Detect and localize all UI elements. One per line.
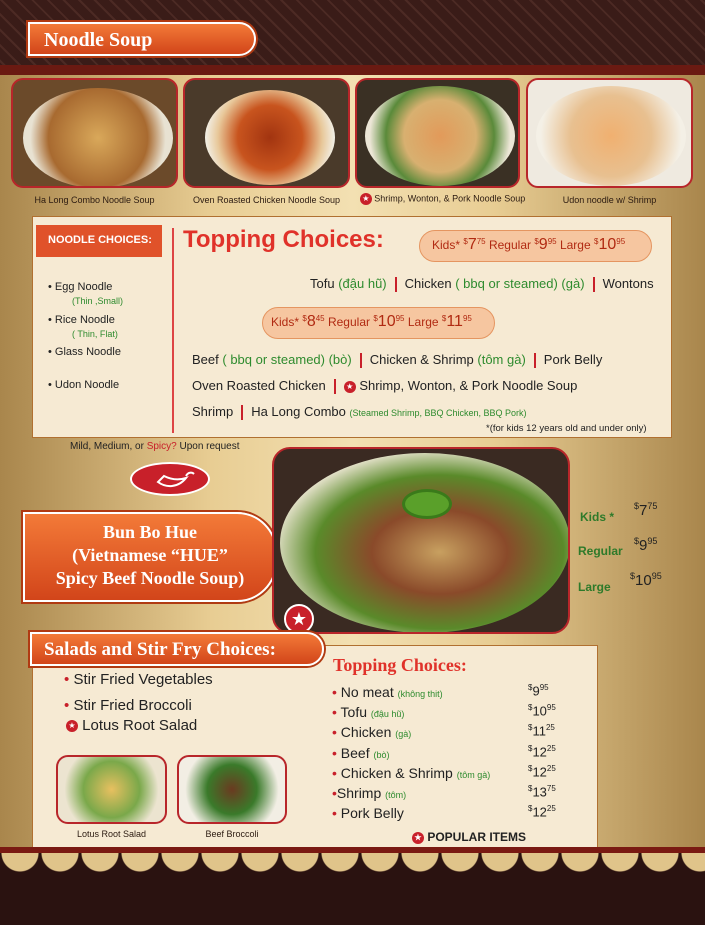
bun-bo-hue-title: Bun Bo Hue (Vietnamese “HUE” Spicy Beef Noodle Soup)	[23, 512, 277, 602]
section-title: Noodle Soup	[28, 22, 256, 56]
popular-star-badge-icon: ★	[284, 604, 314, 634]
bbh-kids-price: $^{\$}7^{75}$	[634, 501, 658, 519]
noodle-glass: • Glass Noodle	[48, 346, 121, 358]
topping2-row-4: • Chicken & Shrimp (tôm gà)	[332, 765, 491, 781]
tier1-items-row: Tofu (đậu hũ) Chicken ( bbq or steamed) (gà) Wontons	[310, 276, 654, 291]
topping2-price-5: $^{\$}13^{75}$	[528, 784, 556, 800]
bbh-kids-label: Kids *	[580, 510, 615, 524]
popular-star-icon: ★	[66, 720, 78, 732]
bbh-regular-price: $^{\$}9^{95}$	[634, 536, 658, 554]
tier2-row3: Shrimp Ha Long Combo (Steamed Shrimp, BBQ Chicken, BBQ Pork)	[192, 404, 527, 419]
caption-lotus-root: Lotus Root Salad	[76, 829, 147, 839]
topping2-price-2: $^{\$}11^{25}$	[528, 723, 555, 739]
bbh-large-label: Large	[578, 580, 611, 594]
tier2-price-pill: Kids* $^{\$}8^{45}$ Regular $^{\$}10^{95}$ Large $^{\$}11^{95}$	[262, 307, 495, 339]
topping2-row-5: •Shrimp (tôm)	[332, 785, 407, 801]
popular-items-legend: ★ POPULAR ITEMS	[412, 830, 526, 844]
caption-halong: Ha Long Combo Noodle Soup	[34, 195, 155, 205]
topping2-price-0: $^{\$}9^{95}$	[528, 683, 549, 699]
noodle-udon: • Udon Noodle	[48, 379, 120, 391]
topping2-price-6: $^{\$}12^{25}$	[528, 804, 556, 820]
photo-oven-chicken	[183, 78, 350, 188]
photo-beef-broccoli	[177, 755, 287, 824]
topping-title: Topping Choices:	[183, 226, 384, 253]
topping2-price-3: $^{\$}12^{25}$	[528, 744, 556, 760]
spicy-arc-text: Mild, Medium, or Spicy? Upon request	[70, 441, 240, 452]
photo-bun-bo-hue	[272, 447, 570, 634]
kids-note: *(for kids 12 years old and under only)	[486, 423, 647, 434]
salad-lotus-root: ★ Lotus Root Salad	[66, 717, 197, 734]
bottom-pattern-band	[0, 853, 705, 925]
popular-star-icon: ★	[344, 381, 356, 393]
topping2-row-6: • Pork Belly	[332, 805, 404, 821]
caption-beef-broccoli: Beef Broccoli	[205, 829, 259, 839]
topping2-row-2: • Chicken (gà)	[332, 724, 412, 740]
noodle-rice: • Rice Noodle	[48, 314, 115, 326]
tier2-row2: Oven Roasted Chicken ★ Shrimp, Wonton, & Pork Noodle Soup	[192, 378, 578, 393]
photo-lotus-root-salad	[56, 755, 167, 824]
popular-star-icon: ★	[412, 832, 424, 844]
tier2-row1: Beef ( bbq or steamed) (bò) Chicken & Shrimp (tôm gà) Pork Belly	[192, 352, 603, 367]
tier1-price-pill: Kids* $^{\$}7^{75}$ Regular $^{\$}9^{95}$ Large $^{\$}10^{95}$	[419, 230, 652, 262]
topping2-price-4: $^{\$}12^{25}$	[528, 764, 556, 780]
bbh-large-price: $^{\$}10^{95}$	[630, 571, 662, 589]
chili-pepper-icon	[130, 462, 210, 496]
caption-shrimp-wonton: ★ Shrimp, Wonton, & Pork Noodle Soup	[355, 193, 530, 205]
caption-udon: Udon noodle w/ Shrimp	[562, 195, 657, 205]
caption-oven-chicken: Oven Roasted Chicken Noodle Soup	[192, 195, 341, 205]
noodle-egg: • Egg Noodle	[48, 281, 113, 293]
topping-title-2: Topping Choices:	[333, 655, 467, 675]
popular-star-icon: ★	[360, 193, 372, 205]
noodle-rice-sub: ( Thin, Flat)	[72, 329, 118, 339]
topping2-row-0: • No meat (không thit)	[332, 684, 443, 700]
salads-title: Salads and Stir Fry Choices:	[30, 632, 324, 666]
topping2-row-3: • Beef (bò)	[332, 745, 390, 761]
topping2-price-1: $^{\$}10^{95}$	[528, 703, 556, 719]
noodle-egg-sub: (Thin ,Small)	[72, 296, 124, 306]
divider-line	[172, 228, 174, 433]
photo-udon-shrimp	[526, 78, 693, 188]
salad-stir-fried-veg: • Stir Fried Vegetables	[64, 671, 213, 688]
bbh-regular-label: Regular	[578, 544, 623, 558]
photo-halong-combo	[11, 78, 178, 188]
photo-shrimp-wonton-pork	[355, 78, 520, 188]
noodle-choices-heading: NOODLE CHOICES:	[36, 225, 162, 257]
topping2-row-1: • Tofu (đậu hũ)	[332, 704, 405, 720]
salad-stir-fried-broccoli: • Stir Fried Broccoli	[64, 697, 192, 714]
